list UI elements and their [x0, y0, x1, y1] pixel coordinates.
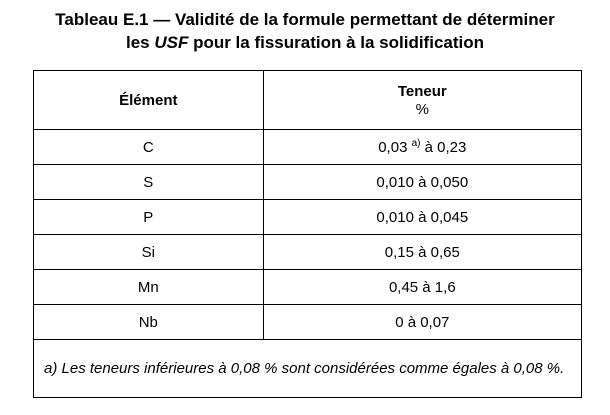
cell-value: 0,010 à 0,045	[263, 200, 581, 235]
footnote-text: a) Les teneurs inférieures à 0,08 % sont considérées comme égales à 0,08 %.	[34, 340, 582, 398]
cell-element: Si	[34, 235, 264, 270]
caption-line-2-prefix: les	[125, 33, 155, 52]
cell-element: Nb	[34, 305, 264, 340]
cell-value: 0,15 à 0,65	[263, 235, 581, 270]
cell-value: 0 à 0,07	[263, 305, 581, 340]
header-element: Élément	[34, 71, 264, 130]
table-caption	[0, 8, 610, 54]
cell-value	[263, 130, 581, 165]
table-row	[34, 200, 582, 235]
cell-value-end: à 0,23	[420, 138, 467, 156]
cell-value: 0,010 à 0,050	[263, 165, 581, 200]
cell-value: 0,45 à 1,6	[263, 270, 581, 305]
header-teneur	[263, 71, 581, 130]
header-unit: %	[415, 100, 429, 118]
caption-line-2	[0, 31, 610, 54]
table-row	[34, 235, 582, 270]
footnote-row	[34, 340, 582, 398]
table-row	[34, 130, 582, 165]
caption-line-2-suffix: pour la fissuration à la solidification	[188, 33, 485, 52]
table-row	[34, 270, 582, 305]
header-teneur-label: Teneur	[397, 82, 447, 100]
table-row	[34, 305, 582, 340]
footnote-ref: a)	[411, 137, 421, 149]
table-row	[34, 165, 582, 200]
table-header-row	[34, 71, 582, 130]
cell-element: P	[34, 200, 264, 235]
composition-table	[33, 70, 582, 398]
cell-element: S	[34, 165, 264, 200]
cell-value-start: 0,03	[378, 138, 412, 156]
cell-element: Mn	[34, 270, 264, 305]
cell-element: C	[34, 130, 264, 165]
caption-line-1: Tableau E.1 — Validité de la formule permettant de déterminer	[55, 10, 555, 29]
caption-usf: USF	[154, 33, 189, 52]
